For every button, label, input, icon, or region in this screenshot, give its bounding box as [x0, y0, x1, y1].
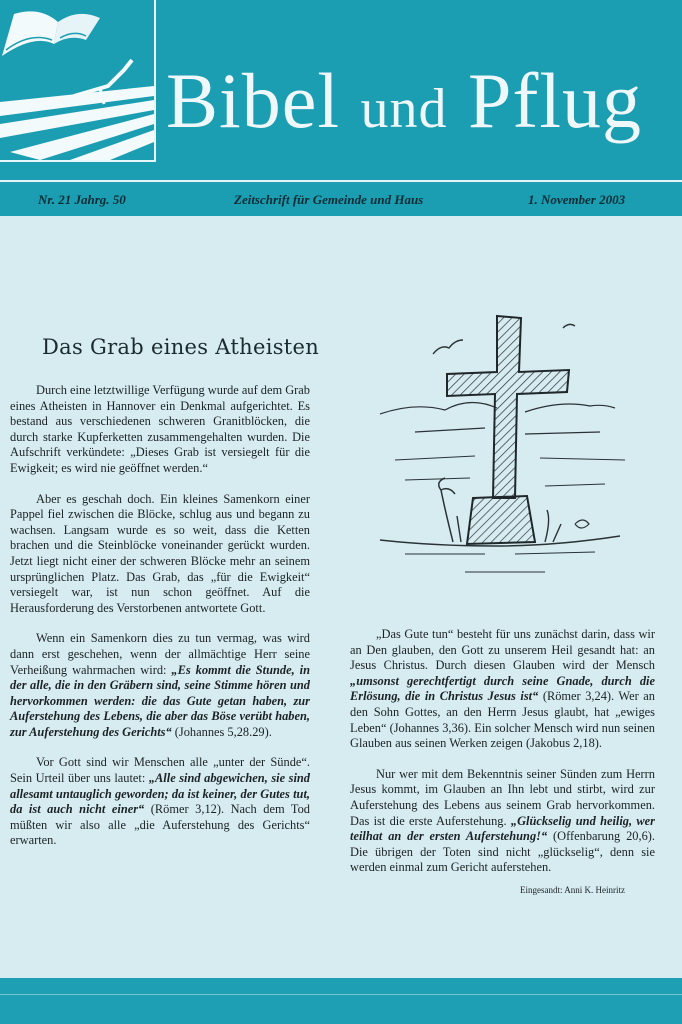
cross-grave-illustration-icon: [375, 310, 635, 585]
paragraph-text: (Römer 3,24). Wer an den Sohn Gottes, an den Herrn Jesus glaubt, hat „ewiges Leben“ (Johannes 3,36). Ein solcher Mensch wird nun seinen Glauben aus seinen Werken zeigen (Jakobus 2,18).: [350, 689, 655, 751]
article-paragraph: [10, 492, 310, 617]
issue-number: Nr. 21 Jahrg. 50: [38, 192, 126, 207]
paragraph-text: „Das Gute tun“ besteht für uns zunächst darin, dass wir an Den glauben, den Gott zu unserem Heil gesandt hat: an Jesus Christus. Durch diesen Glauben wird der Mensch: [350, 627, 655, 673]
paragraph-text: Nur wer mit dem Bekenntnis seiner Sünden zum Herrn Jesus kommt, im Glauben an Ihn lebt und stirbt, wird zur Auferstehung des Lebens aus seinem Grab hervorkommen. Das ist die erste Auferstehung.: [350, 766, 655, 828]
paragraph-text: (Römer 3,12). Nach dem Tod müßten wir also alle „die Auferstehung des Gerichts“ erwarten.: [10, 802, 311, 848]
title-word-pflug: Pflug: [468, 57, 643, 144]
paragraph-text: Wenn ein Samenkorn dies zu tun vermag, was wird dann erst geschehen, wenn der allmächtige Herr seine Verheißung wahrmachen wird:: [10, 631, 310, 677]
footer-line: [0, 994, 682, 995]
masthead: [0, 0, 682, 180]
bible-quote: „Es kommt die Stunde, in der alle, die in den Gräbern sind, seine Stimme hören und hervorkommen werden: die das Gute getan haben, zur Auferstehung des Lebens, die aber das Böse verübt haben, zur Auferstehung des Gerichts“: [10, 662, 310, 739]
article-paragraph: [350, 627, 655, 752]
magazine-title: [166, 56, 642, 146]
paragraph-text: Vor Gott sind wir Menschen alle „unter der Sünde“. Sein Urteil über uns lautet:: [10, 755, 310, 786]
title-word-und: und: [360, 78, 448, 140]
paragraph-text: Durch eine letztwillige Verfügung wurde auf dem Grab eines Atheisten in Hannover ein Denkmal aufgerichtet. Es bestand aus verschiedenen schweren Granitblöcken, die durch starke Kupferketten zusammengehalten wurden. Die Aufschrift verkündete: „Dieses Grab ist versiegelt für die Ewigkeit; es wird nie geöffnet werden.“: [10, 383, 310, 475]
article-title: Das Grab eines Atheisten: [42, 335, 320, 359]
bible-quote: „Glückselig und heilig, wer teilhat an der ersten Auferstehung!“: [350, 813, 655, 844]
article-left-column: [10, 383, 310, 864]
issue-date: 1. November 2003: [528, 192, 626, 207]
bible-quote: „Alle sind abgewichen, sie sind allesamt untauglich geworden; da ist keiner, der Gutes tut, da ist auch nicht einer“: [10, 771, 310, 817]
bible-plough-logo-icon: [0, 0, 156, 162]
paragraph-text: (Offenbarung 20,6). Die übrigen der Toten sind nicht „glückselig“, denn sie werden einmal zum Gericht auferstehen.: [350, 829, 655, 875]
article-right-column: [350, 627, 655, 891]
article-paragraph: [10, 631, 310, 740]
issue-info-bar: [0, 184, 682, 216]
magazine-subtitle: Zeitschrift für Gemeinde und Haus: [234, 192, 424, 207]
bible-quote: „umsonst gerechtfertigt durch seine Gnade, durch die Erlösung, die in Christus Jesus ist“: [350, 673, 655, 704]
title-word-bibel: Bibel: [166, 57, 340, 144]
article-paragraph: [10, 755, 310, 849]
article-paragraph: [350, 767, 655, 876]
masthead-divider: [0, 180, 682, 182]
paragraph-text: Aber es geschah doch. Ein kleines Samenkorn einer Pappel fiel zwischen die Blöcke, schlug aus und begann zu wachsen. Langsam wurde es so weit, dass die Ketten brachen und die Steinblöcke voneinander gerückt wurden. Jetzt liegt nicht einer der schweren Blöcke mehr an seinem ursprünglichen Platz. Das Grab, das „für die Ewigkeit“ versiegelt war, ist nun schon geöffnet. Auf die Herausforderung des Verstorbenen antwortete Gott.: [10, 491, 310, 615]
article-paragraph: [10, 383, 310, 477]
page-footer-band: [0, 978, 682, 1024]
paragraph-text: (Johannes 5,28.29).: [171, 724, 272, 739]
author-signature: Eingesandt: Anni K. Heinritz: [520, 885, 625, 895]
